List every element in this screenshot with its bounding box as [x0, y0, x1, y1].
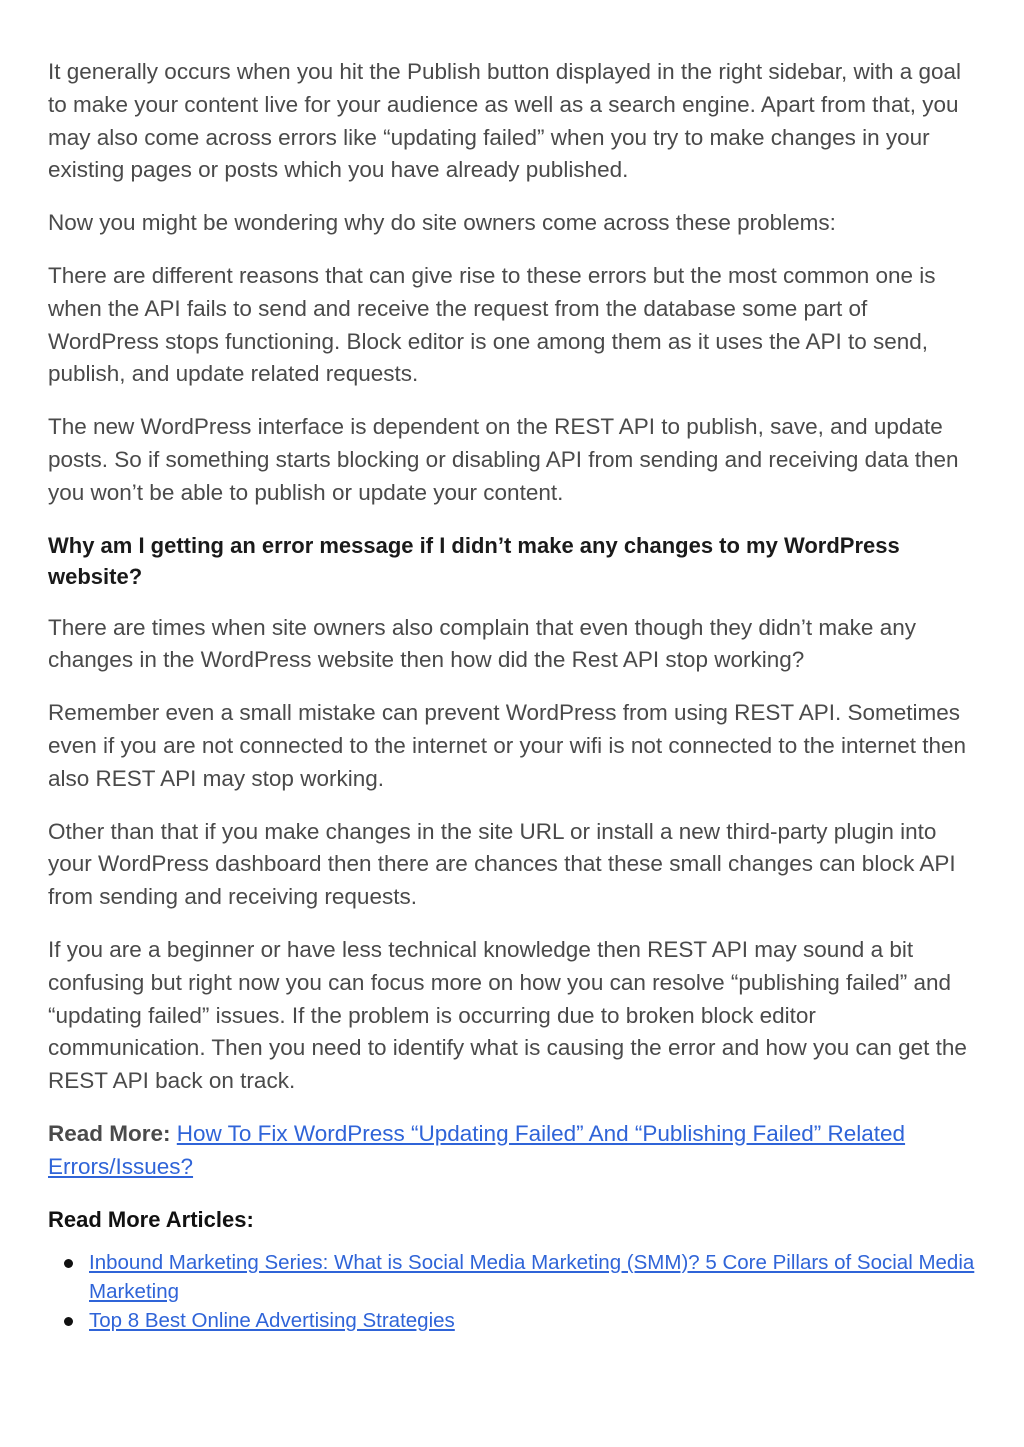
- read-more-label: Read More:: [48, 1120, 171, 1146]
- read-more-line: [48, 1118, 978, 1184]
- paragraph-small-mistake: Remember even a small mistake can prevent WordPress from using REST API. Sometimes even if you are not connected to the internet or your wifi is not connected to the internet then also REST API may stop working.: [48, 700, 967, 791]
- paragraph-reasons: There are different reasons that can give rise to these errors but the most common one is when the API fails to send and receive the request from the database some part of WordPress stops functioning. Block editor is one among them as it uses the API to send, publish, and update related requests.: [48, 262, 936, 387]
- list-item: [89, 1306, 978, 1335]
- paragraph-rest-api: The new WordPress interface is dependent on the REST API to publish, save, and update posts. So if something starts blocking or disabling API from sending and receiving data then you won’t be able to publish or update your content.: [48, 414, 959, 505]
- articles-list: [48, 1248, 978, 1335]
- paragraph-publish-button: It generally occurs when you hit the Publish button displayed in the right sidebar, with a goal to make your content live for your audience as well as a search engine. Apart from that, you may also come across errors like “updating failed” when you try to make changes in your existing pages or posts which you have already published.: [48, 59, 962, 183]
- article-link-smm[interactable]: Inbound Marketing Series: What is Social Media Marketing (SMM)? 5 Core Pillars of Social Media Marketing: [89, 1250, 975, 1303]
- section-heading: Why am I getting an error message if I didn’t make any changes to my WordPress website?: [48, 532, 900, 589]
- article-body: [48, 56, 978, 1335]
- bullet-icon: [64, 1317, 73, 1326]
- read-more-link[interactable]: How To Fix WordPress “Updating Failed” And “Publishing Failed” Related Errors/Issues?: [48, 1120, 906, 1179]
- bullet-icon: [64, 1259, 73, 1268]
- list-item: [89, 1248, 978, 1306]
- paragraph-site-url: Other than that if you make changes in the site URL or install a new third-party plugin into your WordPress dashboard then there are chances that these small changes can block API from sending and receiving requests.: [48, 818, 956, 910]
- article-link-advertising[interactable]: Top 8 Best Online Advertising Strategies: [89, 1308, 455, 1332]
- paragraph-wondering: Now you might be wondering why do site owners come across these problems:: [48, 210, 836, 236]
- paragraph-beginner: If you are a beginner or have less technical knowledge then REST API may sound a bit confusing but right now you can focus more on how you can resolve “publishing failed” and “updating failed” issues. If the problem is occurring due to broken block editor communication. Then you need to identify what is causing the error and how you can get the REST API back on track.: [48, 936, 967, 1094]
- articles-heading: Read More Articles:: [48, 1206, 254, 1232]
- paragraph-complaints: There are times when site owners also complain that even though they didn’t make any changes in the WordPress website then how did the Rest API stop working?: [48, 614, 916, 673]
